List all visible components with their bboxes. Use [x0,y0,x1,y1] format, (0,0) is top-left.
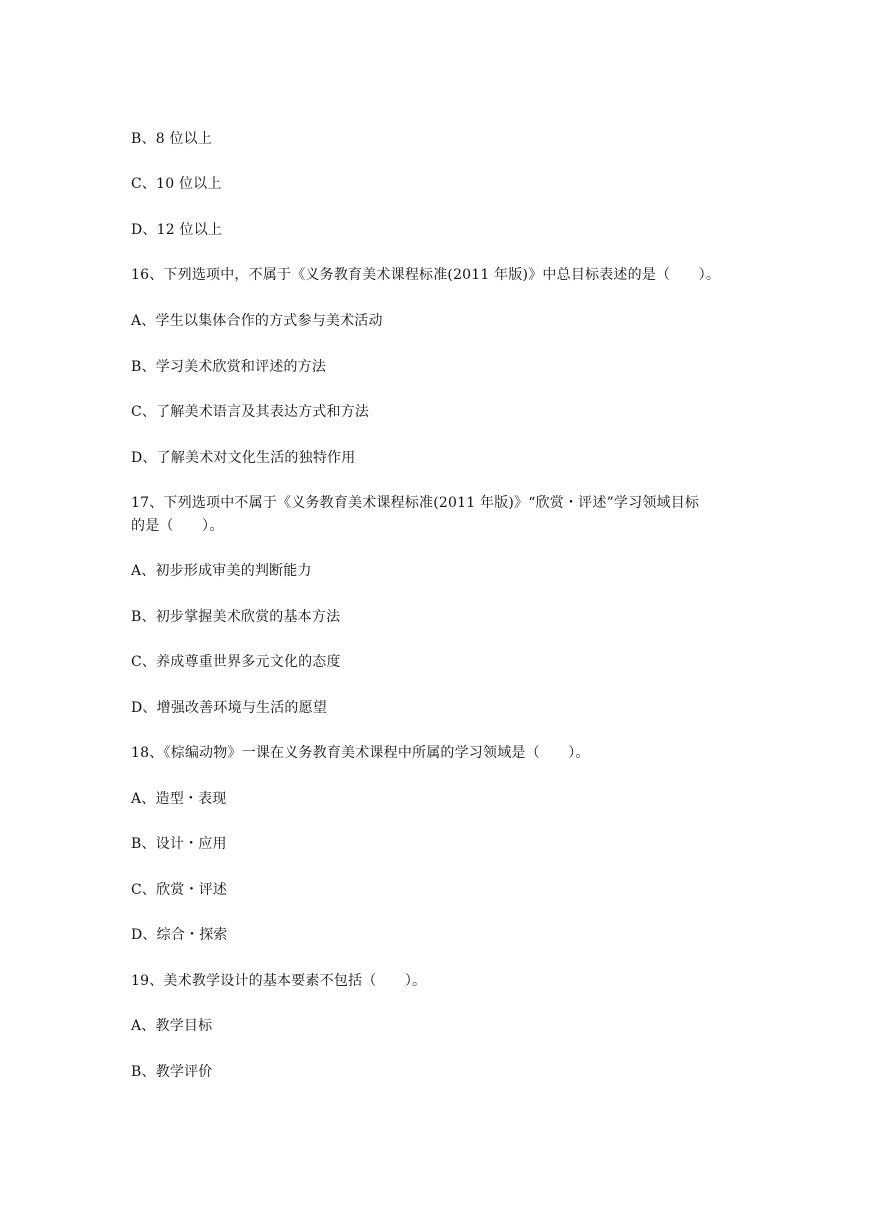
q17-option-b: B、初步掌握美术欣赏的基本方法 [131,609,341,625]
q15-option-b: B、8 位以上 [131,131,213,147]
q17-option-a: A、初步形成审美的判断能力 [131,563,312,579]
q17-option-d: D、增强改善环境与生活的愿望 [131,700,328,716]
question-16: 16、下列选项中，不属于《义务教育美术课程标准(2011 年版)》中总目标表述的是（ ）。 [131,267,721,283]
question-17: 17、下列选项中不属于《义务教育美术课程标准(2011 年版)》“欣赏・评述”学习领域目标 [131,495,700,511]
q18-option-c: C、欣赏・评述 [131,882,228,898]
q15-option-d: D、12 位以上 [131,222,223,238]
question-19: 19、美术教学设计的基本要素不包括（ ）。 [131,973,427,989]
q18-option-d: D、综合・探索 [131,927,228,943]
q19-option-b: B、教学评价 [131,1064,213,1080]
q17-option-c: C、养成尊重世界多元文化的态度 [131,654,341,670]
q15-option-c: C、10 位以上 [131,176,222,192]
question-18: 18、《棕编动物》一课在义务教育美术课程中所属的学习领域是（ ）。 [131,745,590,761]
q16-option-a: A、学生以集体合作的方式参与美术活动 [131,313,383,329]
q16-option-c: C、了解美术语言及其表达方式和方法 [131,404,370,420]
q19-option-a: A、教学目标 [131,1018,213,1034]
q16-option-b: B、学习美术欣赏和评述的方法 [131,359,327,375]
q18-option-a: A、造型・表现 [131,791,227,807]
q16-option-d: D、了解美术对文化生活的独特作用 [131,450,356,466]
question-17-continued: 的是（ ）。 [131,518,224,534]
q18-option-b: B、设计・应用 [131,836,227,852]
